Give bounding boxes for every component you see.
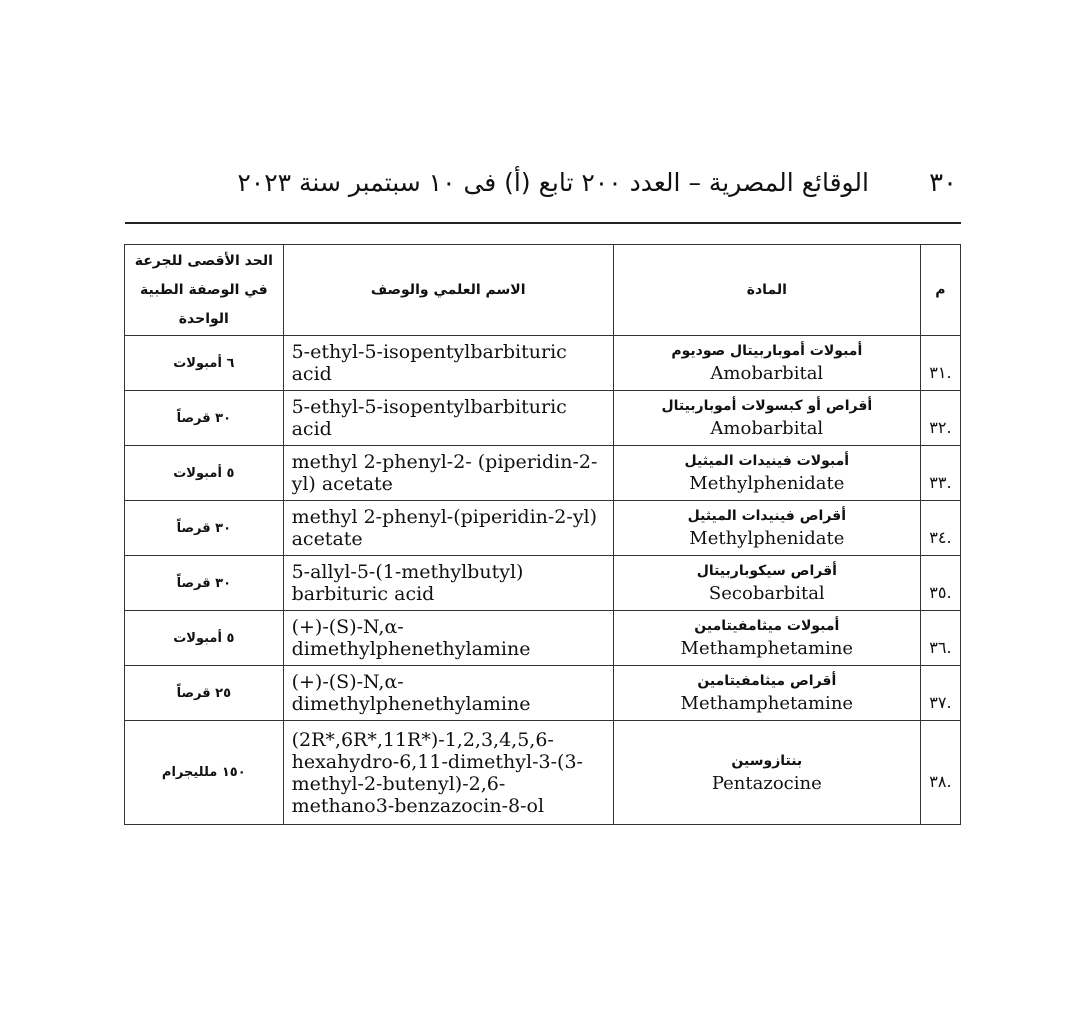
max-dose: ٥ أمبولات [125,446,284,501]
row-number: .٣٢ [920,391,960,446]
max-dose: ٣٠ قرصاً [125,501,284,556]
substance-arabic: بنتازوسين [731,752,803,769]
table-row [125,611,961,666]
substance-arabic: أمبولات فينيدات الميثيل [684,453,850,469]
scientific-name: 5-allyl-5-(1-methylbutyl) barbituric acid [283,556,613,611]
substance-cell [613,391,920,446]
substance-cell [613,446,920,501]
row-number: .٣٣ [920,446,960,501]
substance-cell [613,501,920,556]
substance-cell [613,721,920,825]
page-header [125,160,961,220]
header-number: م [920,245,960,336]
substance-english: Pentazocine [711,772,822,794]
max-dose: ٣٠ قرصاً [125,391,284,446]
substance-english: Secobarbital [708,583,825,604]
gazette-title: الوقائع المصرية – العدد ٢٠٠ تابع (أ) فى ١٠ سبتمبر سنة ٢٠٢٣ [237,168,869,197]
substance-english: Amobarbital [710,418,824,439]
substance-english: Methamphetamine [680,693,854,714]
scientific-name: methyl 2-phenyl-2- (piperidin-2-yl) acetate [283,446,613,501]
scientific-name: (2R*,6R*,11R*)-1,2,3,4,5,6-hexahydro-6,11-dimethyl-3-(3-methyl-2-butenyl)-2,6-methano3-benzazocin-8-ol [283,721,613,825]
table-row [125,721,961,825]
scientific-name: 5-ethyl-5-isopentylbarbituric acid [283,336,613,391]
substance-cell [613,336,920,391]
max-dose: ٢٥ قرصاً [125,666,284,721]
scientific-name: (+)-(S)-N,α-dimethylphenethylamine [283,611,613,666]
substance-english: Methylphenidate [689,473,845,494]
substance-arabic: أقراص فينيدات الميثيل [687,508,847,524]
substance-arabic: أمبولات أموباربيتال صوديوم [671,343,863,359]
table-row [125,336,961,391]
substance-english: Methylphenidate [689,528,845,549]
substance-cell [613,666,920,721]
scientific-name: methyl 2-phenyl-(piperidin-2-yl) acetate [283,501,613,556]
substance-arabic: أقراص سيكوباربيتال [696,563,837,579]
header-substance: المادة [613,245,920,336]
substance-arabic: أقراص أو كبسولات أموباربيتال [661,398,873,414]
header-max-dose: الحد الأقصى للجرعة في الوصفة الطبية الواحدة [125,245,284,336]
max-dose: ٥ أمبولات [125,611,284,666]
row-number: .٣٦ [920,611,960,666]
scientific-name: 5-ethyl-5-isopentylbarbituric acid [283,391,613,446]
table-row [125,501,961,556]
table-row [125,666,961,721]
substance-arabic: أقراص ميثامفيتامين [697,673,837,689]
header-scientific-name: الاسم العلمي والوصف [283,245,613,336]
row-number: .٣٨ [920,721,960,825]
table-row [125,556,961,611]
row-number: .٣٤ [920,501,960,556]
table-row [125,391,961,446]
header-rule [125,222,961,224]
substance-cell [613,611,920,666]
page-number: ٣٠ [929,168,957,198]
substance-cell [613,556,920,611]
table-header-row [125,245,961,336]
row-number: .٣٧ [920,666,960,721]
substance-english: Methamphetamine [680,638,854,659]
scientific-name: (+)-(S)-N,α-dimethylphenethylamine [283,666,613,721]
row-number: .٣١ [920,336,960,391]
table-row [125,446,961,501]
substance-english: Amobarbital [710,363,824,384]
max-dose: ١٥٠ ملليجرام [125,721,284,825]
substance-arabic: أمبولات ميثامفيتامين [694,618,840,634]
controlled-substances-table [124,244,961,825]
max-dose: ٣٠ قرصاً [125,556,284,611]
max-dose: ٦ أمبولات [125,336,284,391]
row-number: .٣٥ [920,556,960,611]
